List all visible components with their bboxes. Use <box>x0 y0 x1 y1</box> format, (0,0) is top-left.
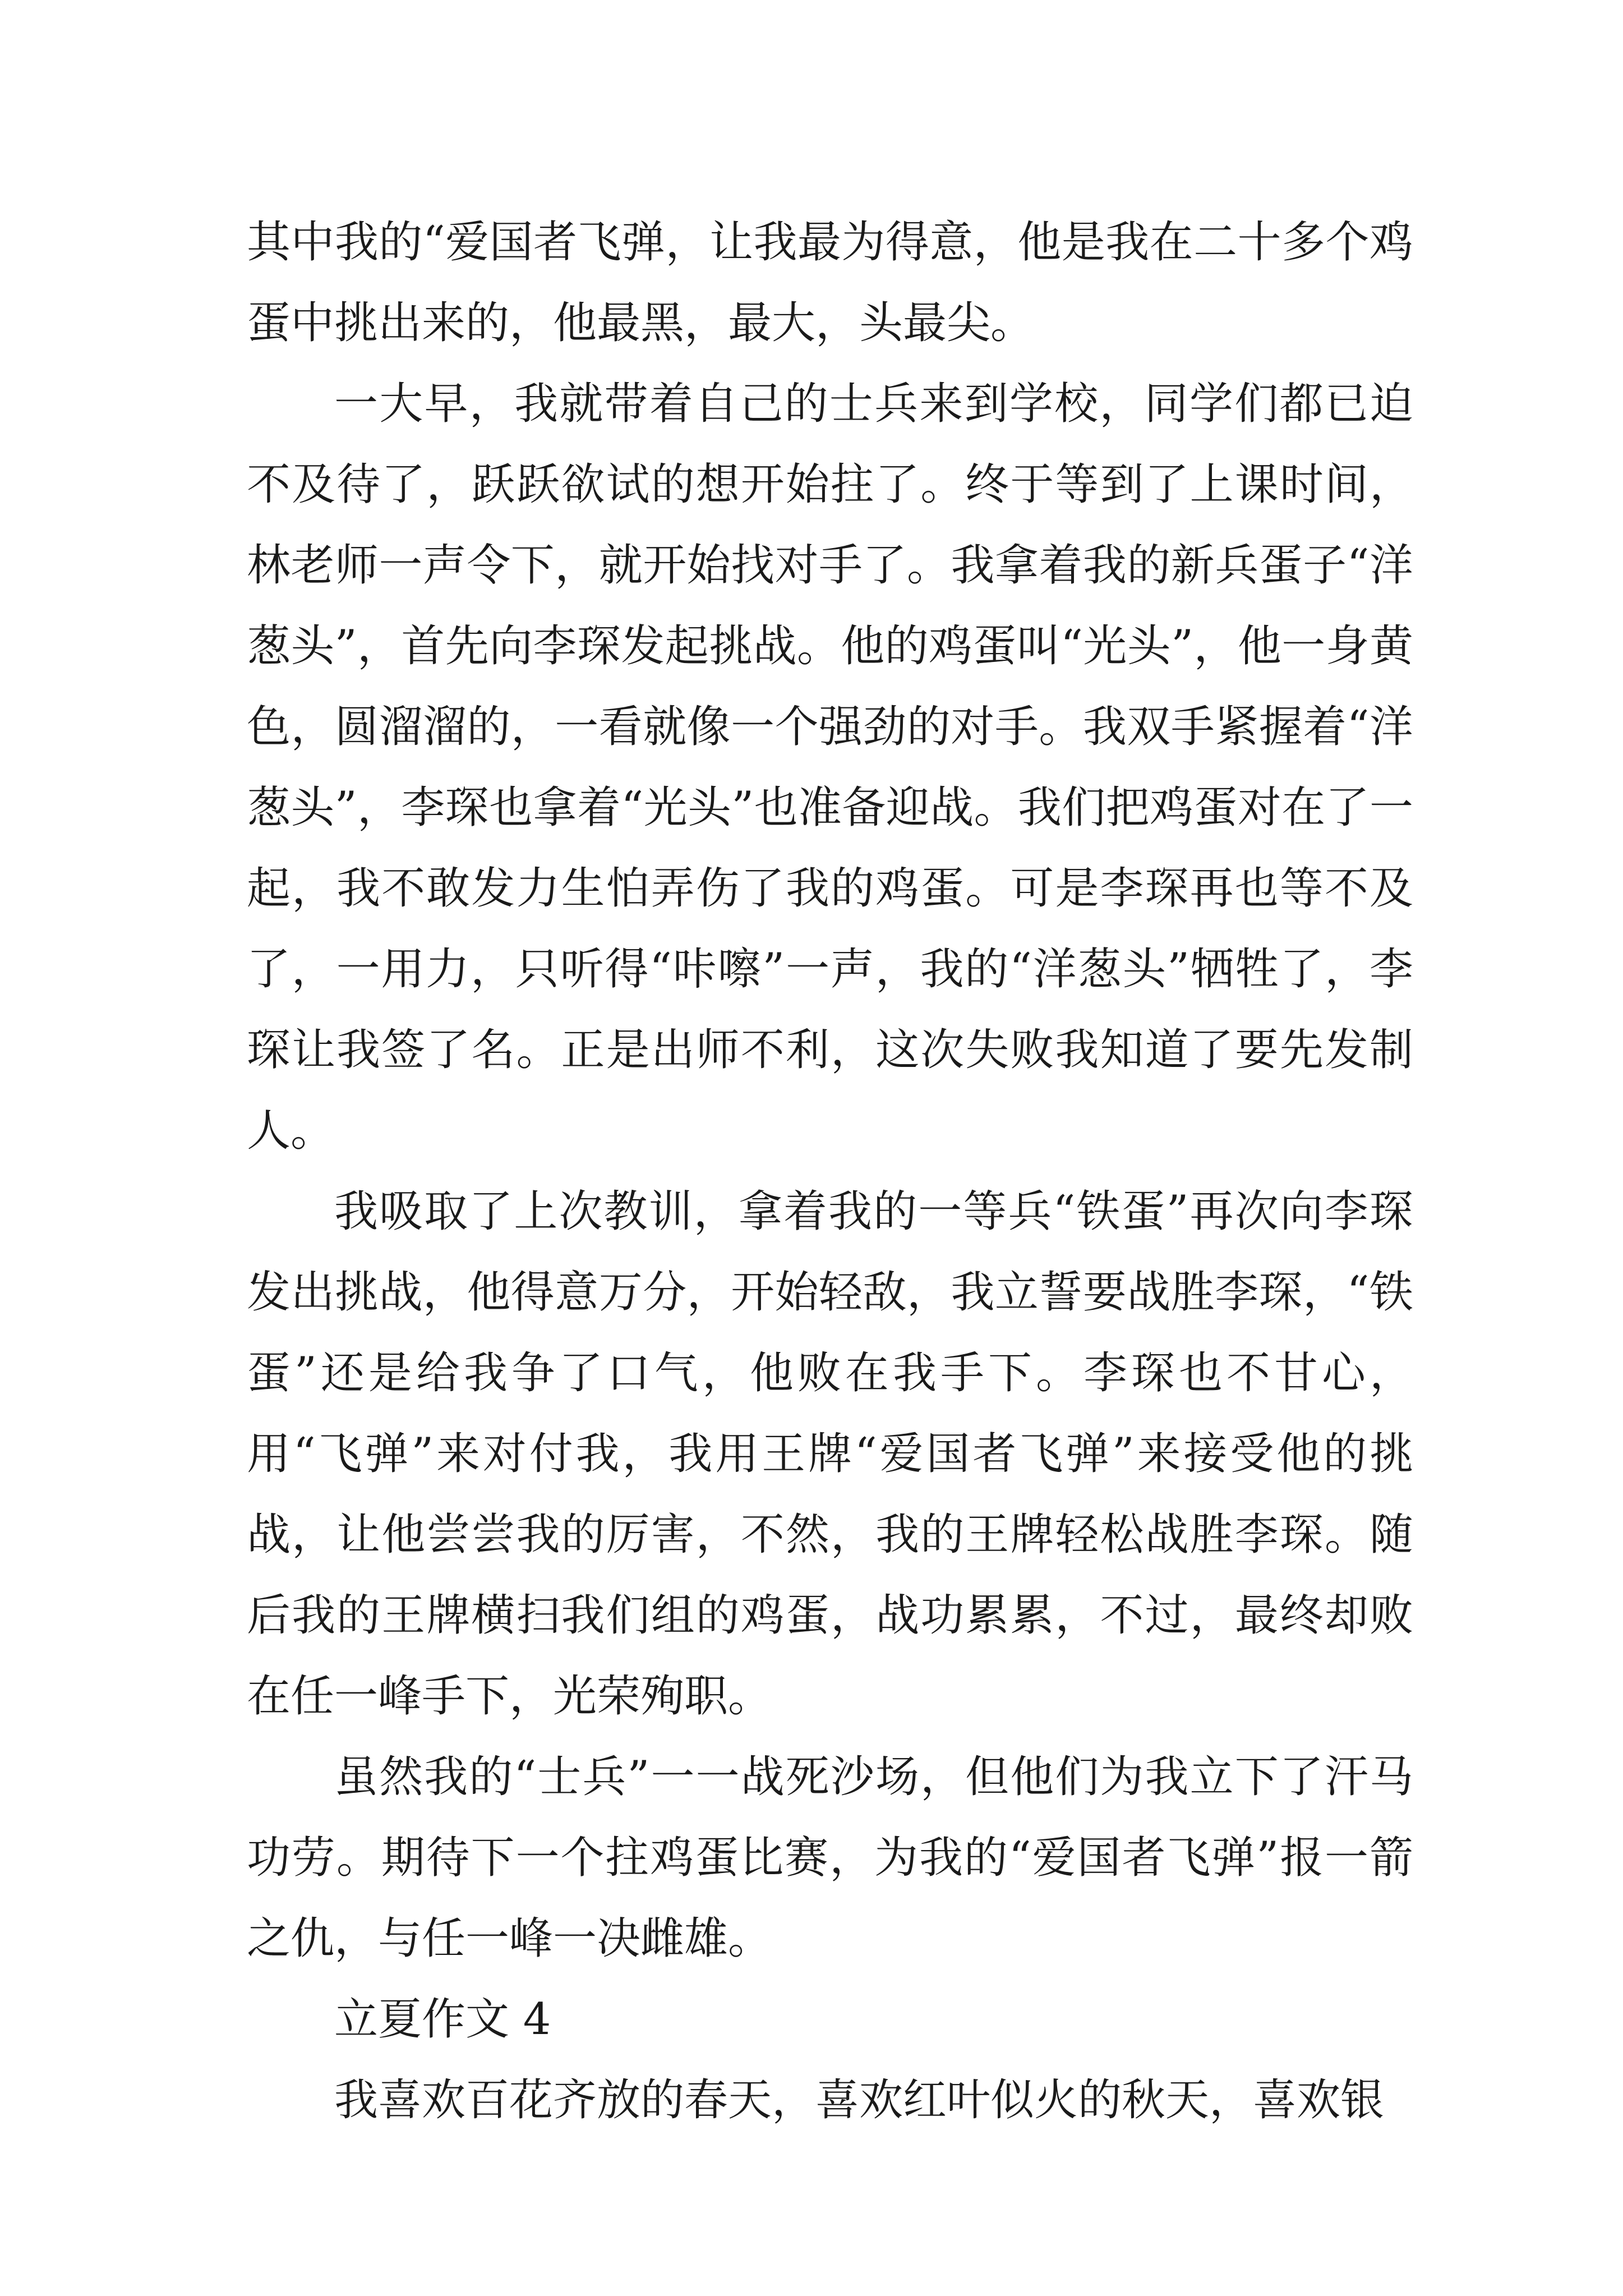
document-body <box>247 202 1413 2141</box>
paragraph-morning-battle: 一大早，我就带着自己的士兵来到学校，同学们都已迫不及待了，跃跃欲试的想开始拄了。终于等到了上课时间，林老师一声令下，就开始找对手了。我拿着我的新兵蛋子“洋葱头”，首先向李琛发起挑战。他的鸡蛋叫“光头”，他一身黄色，圆溜溜的，一看就像一个强劲的对手。我双手紧握着“洋葱头”，李琛也拿着“光头”也准备迎战。我们把鸡蛋对在了一起，我不敢发力生怕弄伤了我的鸡蛋。可是李琛再也等不及了，一用力，只听得“咔嚓”一声，我的“洋葱头”牺牲了，李琛让我签了名。正是出师不利，这次失败我知道了要先发制人。 <box>247 379 1413 1156</box>
essay-heading: 立夏作文 4 <box>334 1994 551 2045</box>
paragraph-continuation: 其中我的“爱国者飞弹，让我最为得意，他是我在二十多个鸡蛋中挑出来的，他最黑，最大，头最尖。 <box>247 217 1413 348</box>
paragraph-conclusion: 虽然我的“士兵”一一战死沙场，但他们为我立下了汗马功劳。期待下一个拄鸡蛋比赛，为我的“爱国者飞弹”报一箭之仇，与任一峰一决雌雄。 <box>247 1752 1413 1964</box>
paragraph-second-battle: 我吸取了上次教训，拿着我的一等兵“铁蛋”再次向李琛发出挑战，他得意万分，开始轻敌，我立誓要战胜李琛，“铁蛋”还是给我争了口气，他败在我手下。李琛也不甘心，用“飞弹”来对付我，我用王牌“爱国者飞弹”来接受他的挑战，让他尝尝我的厉害，不然，我的王牌轻松战胜李琛。随后我的王牌横扫我们组的鸡蛋，战功累累，不过，最终却败在任一峰手下，光荣殉职。 <box>247 1186 1413 1722</box>
paragraph-essay-4-opening: 我喜欢百花齐放的春天，喜欢红叶似火的秋天，喜欢银 <box>334 2075 1385 2125</box>
